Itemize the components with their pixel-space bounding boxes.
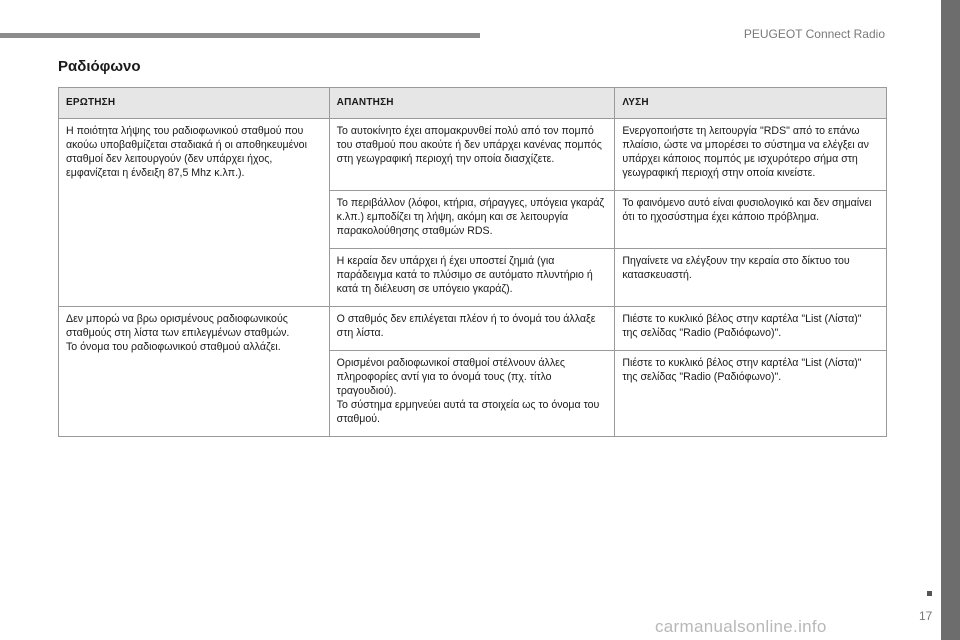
question-cell: Η ποιότητα λήψης του ραδιοφωνικού σταθμού που ακούω υποβαθμίζεται σταδιακά ή οι αποθηκευμένοι σταθμοί δεν λειτουργούν (δεν υπάρχει ήχος, εμφανίζεται η ένδειξη 87,5 Mhz κ.λπ.). (59, 119, 330, 307)
header-answer: ΑΠΑΝΤΗΣΗ (329, 88, 615, 119)
solution-cell: Ενεργοποιήστε τη λειτουργία "RDS" από το επάνω πλαίσιο, ώστε να μπορέσει το σύστημα να ελέγξει αν υπάρχει κάποιος πομπός με ισχυρότερο σήμα στη γεωγραφική περιοχή στην οποία κινείστε. (615, 119, 887, 191)
header-solution: ΛΥΣΗ (615, 88, 887, 119)
solution-cell: Πιέστε το κυκλικό βέλος στην καρτέλα "List (Λίστα)" της σελίδας "Radio (Ραδιόφωνο)". (615, 351, 887, 437)
answer-cell: Ο σταθμός δεν επιλέγεται πλέον ή το όνομά του άλλαξε στη λίστα. (329, 307, 615, 351)
answer-cell: Το αυτοκίνητο έχει απομακρυνθεί πολύ από τον πομπό του σταθμού που ακούτε ή δεν υπάρχει κανένας πομπός στη γεωγραφική περιοχή την οποία διασχίζετε. (329, 119, 615, 191)
table-row (59, 119, 887, 191)
question-cell: Δεν μπορώ να βρω ορισμένους ραδιοφωνικούς σταθμούς στη λίστα των επιλεγμένων σταθμών. Το όνομα του ραδιοφωνικού σταθμού αλλάζει. (59, 307, 330, 437)
brand-label: PEUGEOT Connect Radio (743, 27, 885, 41)
watermark-text: carmanualsonline.info (655, 617, 827, 636)
table-header-row (59, 88, 887, 119)
answer-cell: Το περιβάλλον (λόφοι, κτήρια, σήραγγες, υπόγεια γκαράζ κ.λπ.) εμποδίζει τη λήψη, ακόμη και σε λειτουργία παρακολούθησης σταθμών RDS. (329, 191, 615, 249)
solution-cell: Πιέστε το κυκλικό βέλος στην καρτέλα "List (Λίστα)" της σελίδας "Radio (Ραδιόφωνο)". (615, 307, 887, 351)
faq-table (58, 87, 887, 437)
answer-cell: Η κεραία δεν υπάρχει ή έχει υποστεί ζημιά (για παράδειγμα κατά το πλύσιμο σε αυτόματο πλυντήριο ή κατά τη διέλευση σε υπόγειο γκαράζ). (329, 249, 615, 307)
answer-cell: Ορισμένοι ραδιοφωνικοί σταθμοί στέλνουν άλλες πληροφορίες αντί για το όνομά τους (πχ. τίτλο τραγουδιού). Το σύστημα ερμηνεύει αυτά τα στοιχεία ως το όνομα του σταθμού. (329, 351, 615, 437)
page-bullet-marker (927, 591, 932, 596)
page-title: Ραδιόφωνο (58, 58, 141, 75)
table-row (59, 307, 887, 351)
solution-cell: Πηγαίνετε να ελέγξουν την κεραία στο δίκτυο του κατασκευαστή. (615, 249, 887, 307)
header-question: ΕΡΩΤΗΣΗ (59, 88, 330, 119)
page-number: 17 (919, 609, 933, 623)
header-rule (0, 33, 480, 38)
page-sidebar-band (941, 0, 960, 640)
solution-cell: Το φαινόμενο αυτό είναι φυσιολογικό και δεν σημαίνει ότι το ηχοσύστημα έχει κάποιο πρόβλημα. (615, 191, 887, 249)
